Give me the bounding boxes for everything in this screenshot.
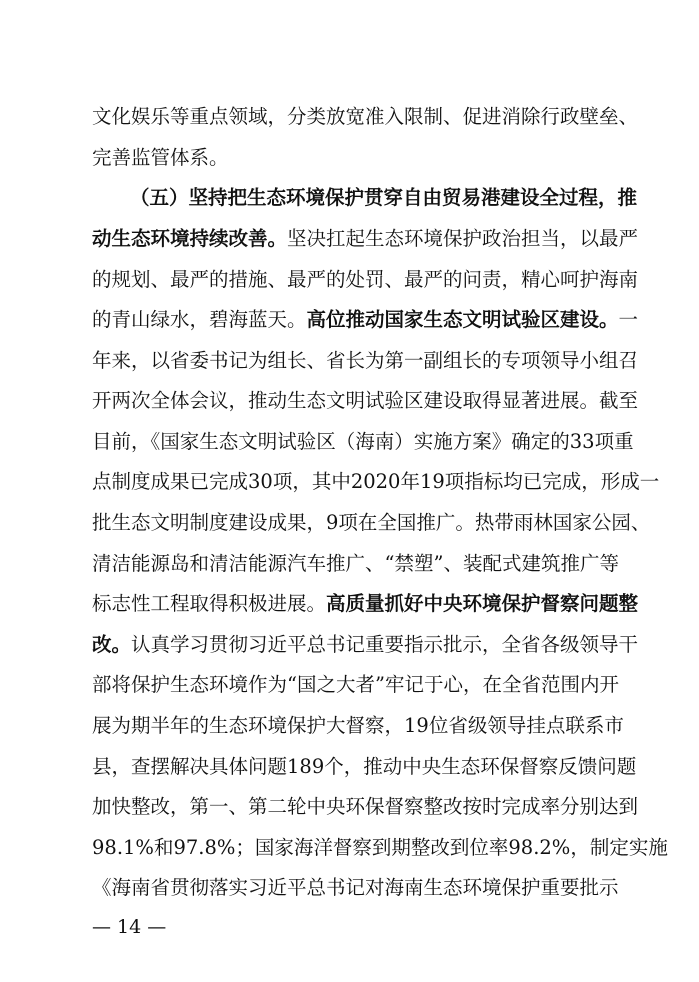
subheading-ecological-zone: 高位推动国家生态文明试验区建设。 xyxy=(306,308,619,331)
section-heading-cont: 动生态环境持续改善。 xyxy=(92,227,288,250)
body-text: 标志性工程取得积极进展。 xyxy=(92,592,327,615)
body-text: 开两次全体会议，推动生态文明试验区建设取得显著进展。截至 xyxy=(92,389,639,412)
body-text: 坚决扛起生态环境保护政治担当，以最严 xyxy=(287,227,639,250)
paragraph-line xyxy=(92,833,668,863)
paragraph-line xyxy=(92,589,639,619)
section-heading: （五）坚持把生态环境保护贯穿自由贸易港建设全过程，推 xyxy=(130,186,638,209)
body-text: 一 xyxy=(618,308,639,331)
paragraph-line xyxy=(92,711,624,741)
paragraph-line xyxy=(92,143,612,173)
body-text: 县，查摆解决具体问题189个，推动中央生态环保督察反馈问题 xyxy=(92,755,637,778)
body-text: 完善监管体系。 xyxy=(92,146,229,169)
body-text: 98.1%和97.8%；国家海洋督察到期整改到位率98.2%，制定实施 xyxy=(92,836,668,859)
body-text: 部将保护生态环境作为“国之大者”牢记于心，在全省范围内开 xyxy=(92,673,619,696)
paragraph-line xyxy=(92,508,651,538)
body-text: 文化娱乐等重点领域，分类放宽准入限制、促进消除行政壁垒、 xyxy=(92,105,639,128)
body-text: 批生态文明制度建设成果，9项在全国推广。热带雨林国家公园、 xyxy=(92,511,651,534)
paragraph-line xyxy=(92,102,639,132)
paragraph-line xyxy=(92,792,639,822)
body-text: 《海南省贯彻落实习近平总书记对海南生态环境保护重要批示 xyxy=(92,876,619,899)
paragraph-line xyxy=(92,265,639,295)
body-text: 清洁能源岛和清洁能源汽车推广、“禁塑”、装配式建筑推广等 xyxy=(92,552,619,575)
body-text: 认真学习贯彻习近平总书记重要指示批示，全省各级领导干 xyxy=(131,633,639,656)
paragraph-line xyxy=(92,873,619,903)
subheading-inspection-rectification-cont: 改。 xyxy=(92,633,132,656)
paragraph-line xyxy=(92,305,639,335)
paragraph-line xyxy=(92,386,639,416)
body-text: 展为期半年的生态环境保护大督察，19位省级领导挂点联系市 xyxy=(92,714,624,737)
body-text: 的青山绿水，碧海蓝天。 xyxy=(92,308,307,331)
paragraph-line xyxy=(92,224,639,254)
body-text: 的规划、最严的措施、最严的处罚、最严的问责，精心呵护海南 xyxy=(92,268,639,291)
subheading-inspection-rectification: 高质量抓好中央环境保护督察问题整 xyxy=(326,592,639,615)
body-text: 年来，以省委书记为组长、省长为第一副组长的专项领导小组召 xyxy=(92,349,639,372)
body-text: 目前，《国家生态文明试验区（海南）实施方案》确定的33项重 xyxy=(92,430,634,453)
paragraph-line xyxy=(92,670,619,700)
paragraph-line xyxy=(92,549,619,579)
paragraph-line xyxy=(92,467,660,497)
body-text: 加快整改，第一、第二轮中央环保督察整改按时完成率分别达到 xyxy=(92,795,639,818)
paragraph-line xyxy=(92,427,634,457)
page-number: — 14 — xyxy=(92,916,167,938)
paragraph-line xyxy=(92,752,637,782)
paragraph-line xyxy=(92,346,639,376)
section-heading-line xyxy=(130,183,638,213)
paragraph-line xyxy=(92,630,639,660)
body-text: 点制度成果已完成30项，其中2020年19项指标均已完成，形成一 xyxy=(92,470,660,493)
